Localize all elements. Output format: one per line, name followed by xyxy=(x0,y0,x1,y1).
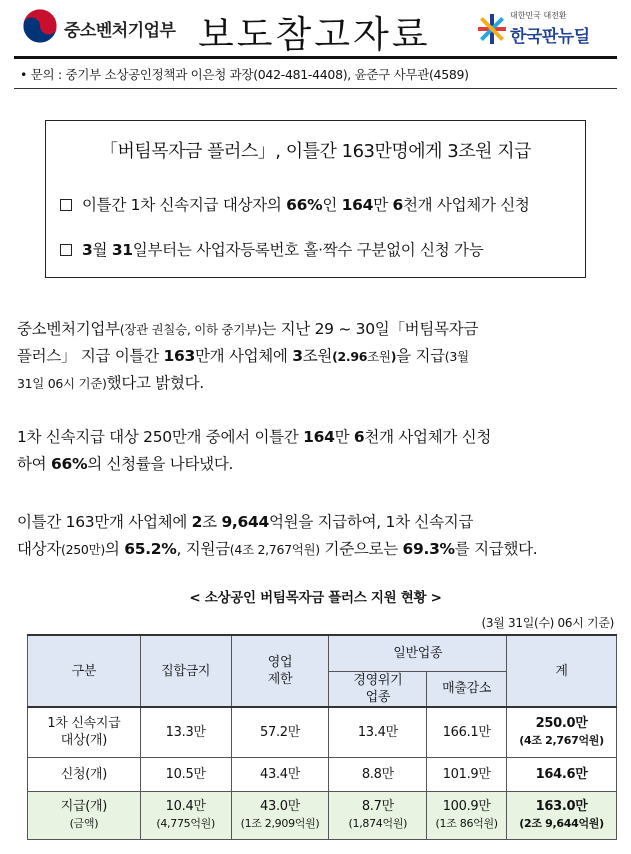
ministry-name: 중소벤처기업부 xyxy=(64,21,176,41)
header-general: 일반업종 xyxy=(329,635,507,671)
paragraph-1: 중소벤처기업부(장관 권칠승, 이하 중기부)는 지난 29 ~ 30일「버팀목자금 플러스」 지급 이틀간 163만개 사업체에 3조원(2.96조원)을 지급(3월 31일 06시 기준)했다고 밝혔다. xyxy=(17,320,479,392)
cell-crisis: 8.7만 (1,874억원) xyxy=(329,791,427,839)
summary-point-2: 3월 31일부터는 사업자등록번호 홀·짝수 구분없이 신청 가능 xyxy=(60,238,483,260)
paragraph-3: 이틀간 163만개 사업체에 2조 9,644억원을 지급하여, 1차 신속지급 대상자(250만)의 65.2%, 지원금(4조 2,767억원) 기준으로는 69.3%를 지급했다. xyxy=(17,513,538,558)
paragraph-2: 1차 신속지급 대상 250만개 중에서 이틀간 164만 6천개 사업체가 신청 하여 66%의 신청률을 나타냈다. xyxy=(17,428,492,473)
header-crisis: 경영위기 업종 xyxy=(329,671,427,707)
row-label: 지급(개) (금액) xyxy=(28,791,141,839)
headline: 「버팀목자금 플러스」, 이틀간 163만명에게 3조원 지급 xyxy=(99,141,531,162)
checkbox-icon xyxy=(60,199,72,211)
cell-restrict: 43.4만 xyxy=(231,757,329,791)
header-ban: 집합금지 xyxy=(140,635,231,707)
summary-point-1: 이틀간 1차 신속지급 대상자의 66%인 164만 6천개 사업체가 신청 xyxy=(60,193,530,215)
support-status-table xyxy=(27,634,617,840)
cell-ban: 10.4만 (4,775억원) xyxy=(140,791,231,839)
cell-sales: 166.1만 xyxy=(427,707,507,757)
cell-restrict: 43.0만 (1조 2,909억원) xyxy=(231,791,329,839)
cell-sales: 101.9만 xyxy=(427,757,507,791)
cell-total: 163.0만 (2조 9,644억원) xyxy=(507,791,617,839)
brand-subtitle: 대한민국 대전환 xyxy=(510,11,567,20)
row-label: 1차 신속지급 대상(개) xyxy=(28,707,141,757)
row-label: 신청(개) xyxy=(28,757,141,791)
table-row xyxy=(28,707,617,757)
summary-box xyxy=(45,120,586,278)
table-caption: < 소상공인 버팀목자금 플러스 지원 현황 > xyxy=(189,590,442,606)
press-title: 보도참고자료 xyxy=(198,13,431,56)
cell-restrict: 57.2만 xyxy=(231,707,329,757)
new-deal-asterisk-icon xyxy=(477,12,507,46)
as-of-timestamp: (3월 31일(수) 06시 기준) xyxy=(481,616,614,630)
cell-crisis: 13.4만 xyxy=(329,707,427,757)
cell-total: 164.6만 xyxy=(507,757,617,791)
header-category: 구분 xyxy=(28,635,141,707)
table-row xyxy=(28,757,617,791)
header-sales: 매출감소 xyxy=(427,671,507,707)
contact-divider xyxy=(14,88,617,89)
header-restrict: 영업 제한 xyxy=(231,635,329,707)
cell-total: 250.0만 (4조 2,767억원) xyxy=(507,707,617,757)
brand-name: 한국판뉴딜 xyxy=(510,27,590,47)
table-row xyxy=(28,791,617,839)
press-header xyxy=(0,0,631,60)
contact-info: • 문의 : 중기부 소상공인정책과 이은청 과장(042-481-4408), 윤준구 사무관(4589) xyxy=(20,67,469,82)
cell-crisis: 8.8만 xyxy=(329,757,427,791)
cell-ban: 13.3만 xyxy=(140,707,231,757)
cell-sales: 100.9만 (1조 86억원) xyxy=(427,791,507,839)
header-total: 계 xyxy=(507,635,617,707)
cell-ban: 10.5만 xyxy=(140,757,231,791)
taegeuk-emblem-icon xyxy=(22,8,58,44)
header-divider xyxy=(14,56,617,59)
checkbox-icon xyxy=(60,244,72,256)
